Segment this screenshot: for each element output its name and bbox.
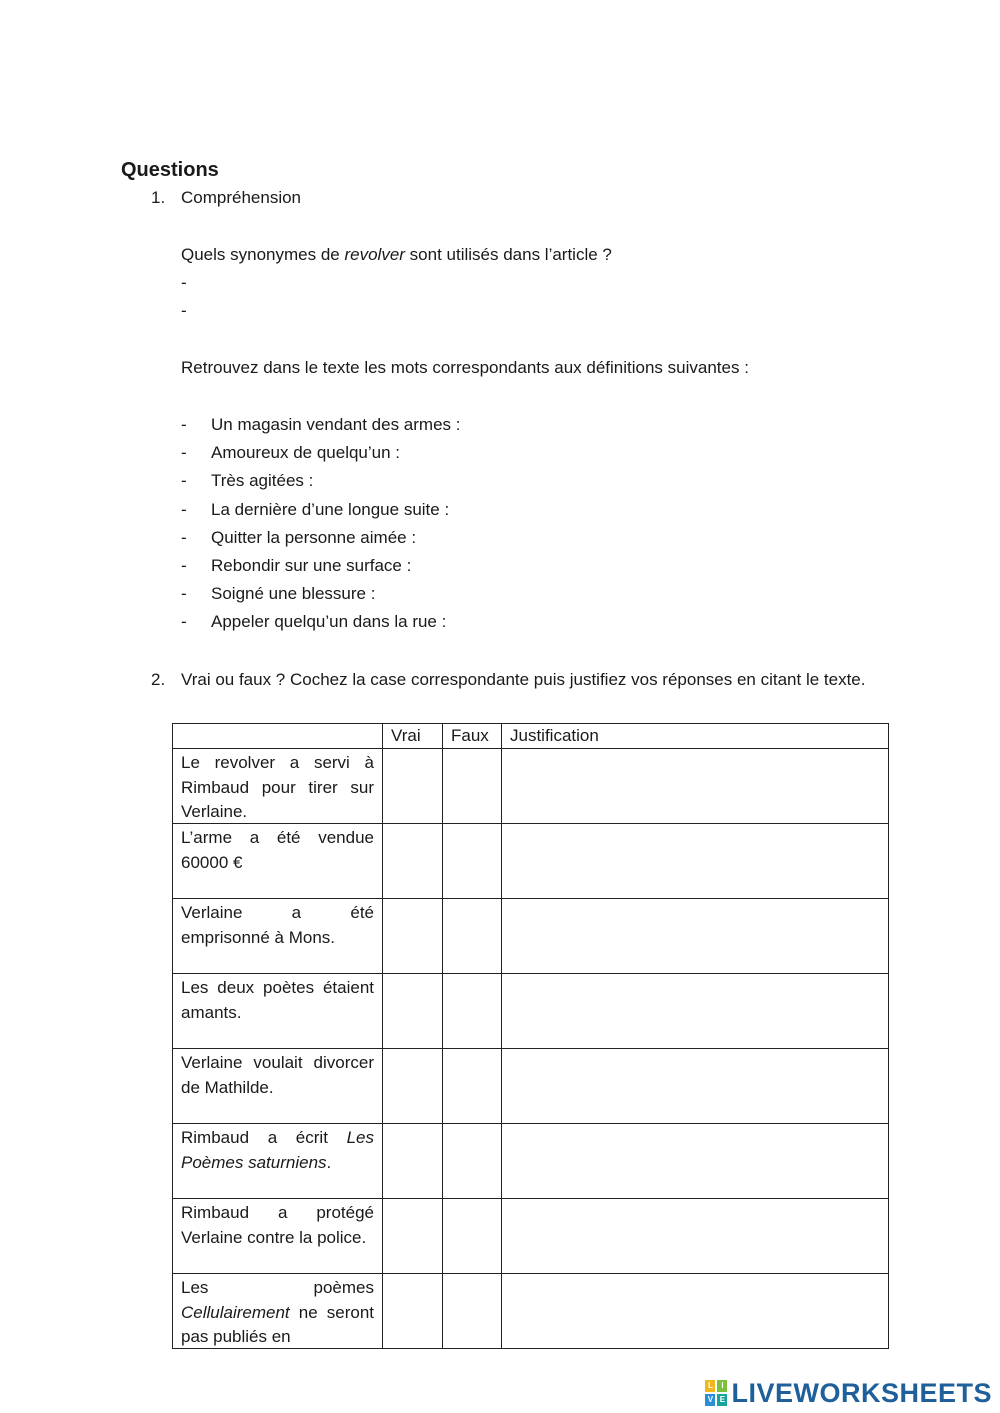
question-1-title: Compréhension	[181, 188, 302, 207]
logo-text: LIVEWORKSHEETS	[731, 1377, 992, 1408]
statement-text: Le revolver a servi à Rimbaud pour tirer sur Verlaine.	[181, 753, 374, 822]
table-row	[173, 824, 889, 899]
definition-item: Rebondir sur une surface :	[211, 556, 412, 575]
vrai-checkbox-cell[interactable]	[383, 899, 443, 974]
list-bullet: -	[181, 471, 187, 490]
liveworksheets-logo	[705, 1376, 992, 1410]
table-row	[173, 1049, 889, 1124]
vrai-checkbox-cell[interactable]	[383, 824, 443, 899]
faux-checkbox-cell[interactable]	[443, 749, 502, 824]
logo-mark-icon	[705, 1380, 727, 1406]
table-row	[173, 1274, 889, 1349]
justification-field[interactable]	[502, 899, 889, 974]
statement-text: Verlaine a été emprisonné à Mons.	[181, 903, 374, 947]
definition-item: Soigné une blessure :	[211, 584, 376, 603]
faux-checkbox-cell[interactable]	[443, 824, 502, 899]
vrai-checkbox-cell[interactable]	[383, 1049, 443, 1124]
statement-cell	[173, 1049, 383, 1124]
table-header-row	[173, 724, 889, 749]
list-bullet: -	[181, 500, 187, 519]
justification-field[interactable]	[502, 1274, 889, 1349]
statement-cell	[173, 899, 383, 974]
definition-item: Un magasin vendant des armes :	[211, 415, 461, 434]
justification-field[interactable]	[502, 749, 889, 824]
logo-square: E	[717, 1394, 727, 1406]
faux-checkbox-cell[interactable]	[443, 1049, 502, 1124]
justification-field[interactable]	[502, 824, 889, 899]
statement-text: Verlaine voulait divorcer de Mathilde.	[181, 1053, 374, 1097]
vrai-checkbox-cell[interactable]	[383, 749, 443, 824]
question-1-number: 1.	[151, 188, 166, 207]
table-row	[173, 974, 889, 1049]
statement-text: Rimbaud a écrit	[181, 1128, 347, 1147]
synonyms-prompt-end: sont utilisés dans l’article ?	[404, 245, 612, 264]
table-row	[173, 1199, 889, 1274]
logo-square: L	[705, 1380, 715, 1392]
faux-checkbox-cell[interactable]	[443, 899, 502, 974]
list-bullet: -	[181, 612, 187, 631]
question-2-prompt: Vrai ou faux ? Cochez la case correspondante puis justifiez vos réponses en citant le texte.	[181, 670, 866, 689]
statement-cell	[173, 824, 383, 899]
statement-cell	[173, 974, 383, 1049]
synonym-answer-dash: -	[181, 301, 187, 320]
list-bullet: -	[181, 528, 187, 547]
statement-title: Cellulairement	[181, 1302, 290, 1322]
header-vrai: Vrai	[383, 724, 443, 749]
synonym-answer-dash: -	[181, 273, 187, 292]
statement-title: Les Poèmes saturniens	[181, 1128, 374, 1172]
justification-field[interactable]	[502, 1049, 889, 1124]
statement-text: Les poèmes	[181, 1278, 374, 1297]
list-bullet: -	[181, 443, 187, 462]
statement-cell	[173, 1274, 383, 1349]
faux-checkbox-cell[interactable]	[443, 1124, 502, 1199]
header-statement	[173, 724, 383, 749]
list-bullet: -	[181, 584, 187, 603]
statement-cell	[173, 749, 383, 824]
justification-field[interactable]	[502, 974, 889, 1049]
logo-square: I	[717, 1380, 727, 1392]
statement-text-end: .	[326, 1152, 332, 1172]
statement-text: Les deux poètes étaient amants.	[181, 978, 374, 1022]
statement-text: L’arme a été vendue 60000 €	[181, 828, 374, 872]
faux-checkbox-cell[interactable]	[443, 974, 502, 1049]
question-2-number: 2.	[151, 670, 166, 689]
list-bullet: -	[181, 556, 187, 575]
synonyms-prompt-word: revolver	[344, 245, 405, 264]
statement-cell	[173, 1199, 383, 1274]
logo-square: V	[705, 1394, 715, 1406]
faux-checkbox-cell[interactable]	[443, 1274, 502, 1349]
table-row	[173, 749, 889, 824]
definition-item: Amoureux de quelqu’un :	[211, 443, 401, 462]
synonyms-prompt-start: Quels synonymes de	[181, 245, 345, 264]
definition-item: Très agitées :	[211, 471, 314, 490]
vrai-checkbox-cell[interactable]	[383, 1274, 443, 1349]
definitions-prompt: Retrouvez dans le texte les mots correspondants aux définitions suivantes :	[181, 358, 749, 377]
definition-item: La dernière d’une longue suite :	[211, 500, 450, 519]
table-row	[173, 899, 889, 974]
synonyms-prompt	[181, 244, 612, 266]
justification-field[interactable]	[502, 1199, 889, 1274]
statement-text: Rimbaud a protégé Verlaine contre la police.	[181, 1203, 374, 1247]
vrai-checkbox-cell[interactable]	[383, 1199, 443, 1274]
table-row	[173, 1124, 889, 1199]
list-bullet: -	[181, 415, 187, 434]
faux-checkbox-cell[interactable]	[443, 1199, 502, 1274]
justification-field[interactable]	[502, 1124, 889, 1199]
section-heading: Questions	[121, 159, 219, 181]
vrai-checkbox-cell[interactable]	[383, 1124, 443, 1199]
definition-item: Quitter la personne aimée :	[211, 528, 417, 547]
statement-text-end: ne seront pas publiés en	[181, 1302, 374, 1347]
statement-cell	[173, 1124, 383, 1199]
header-justification: Justification	[502, 724, 889, 749]
true-false-table	[172, 723, 889, 1349]
header-faux: Faux	[443, 724, 502, 749]
vrai-checkbox-cell[interactable]	[383, 974, 443, 1049]
definition-item: Appeler quelqu’un dans la rue :	[211, 612, 447, 631]
